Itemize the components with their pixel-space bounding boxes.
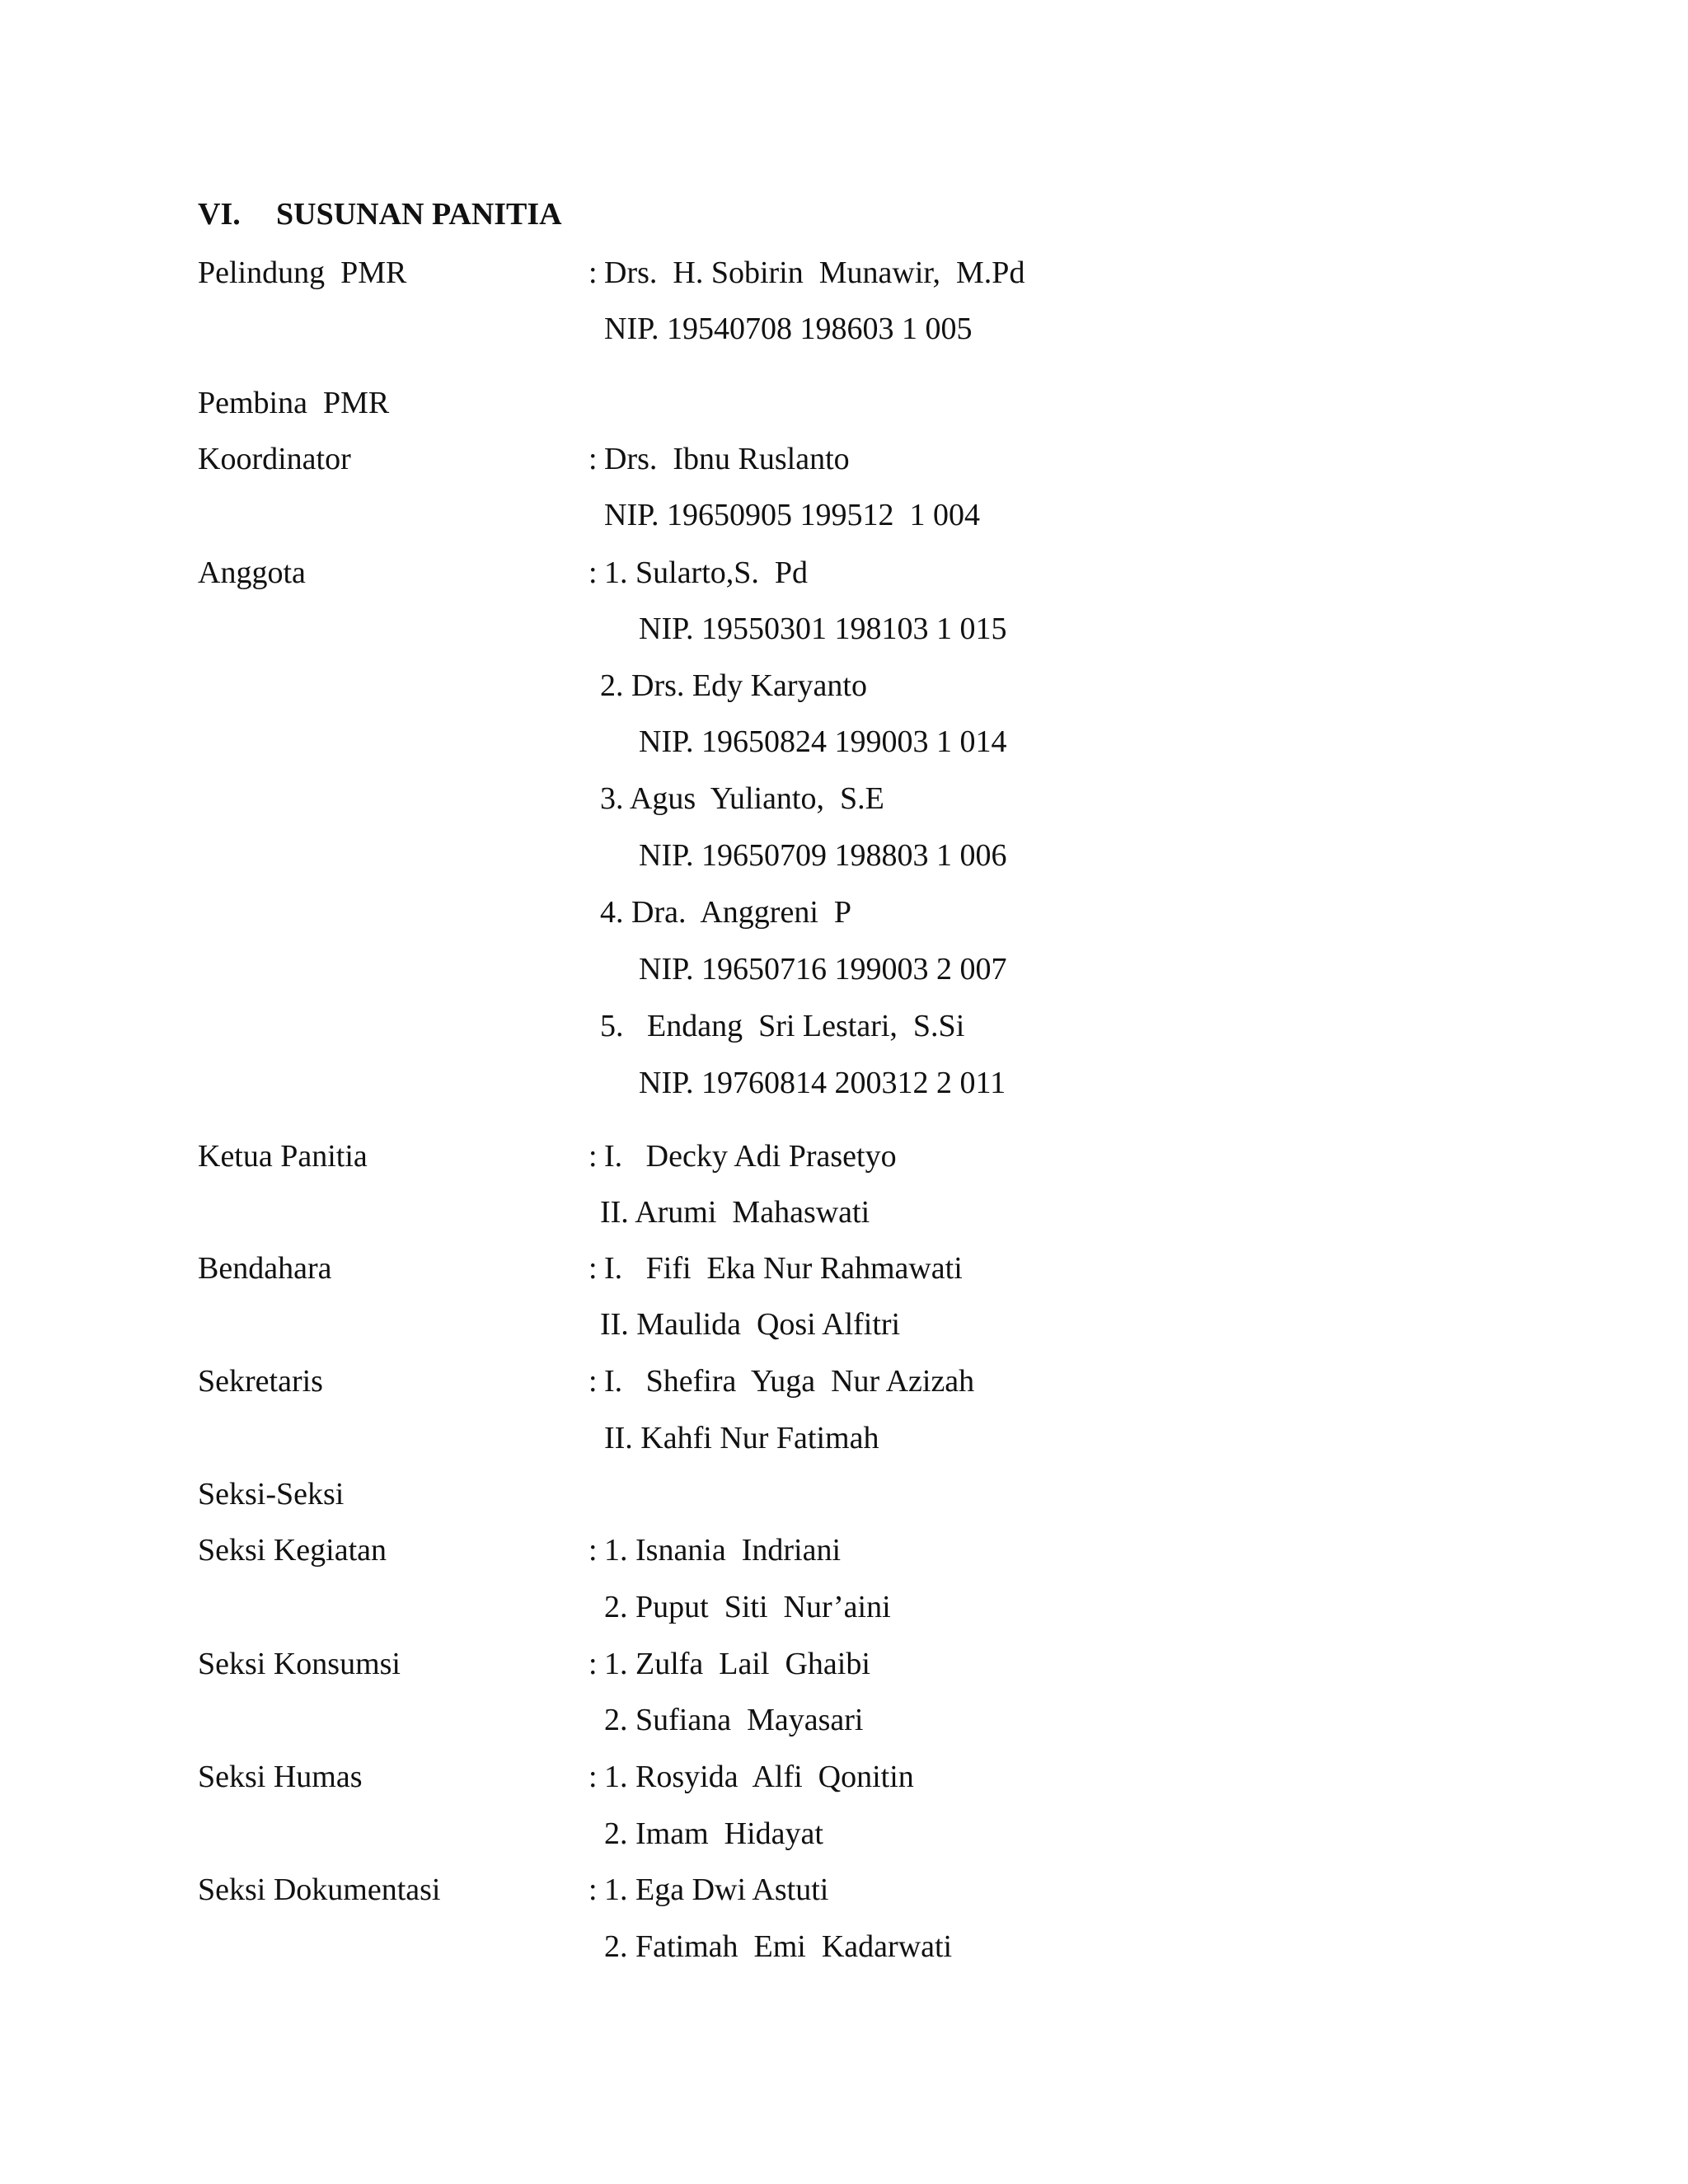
anggota-member-name: 4. Dra. Anggreni P (600, 895, 852, 930)
anggota-member-name: 3. Agus Yulianto, S.E (600, 781, 884, 816)
koordinator-name: Drs. Ibnu Ruslanto (604, 442, 850, 476)
ketua-colon: : (588, 1139, 598, 1174)
pembina-label: Pembina PMR (198, 386, 390, 420)
seksi-dokumentasi-first: 1. Ega Dwi Astuti (604, 1872, 829, 1907)
bendahara-label: Bendahara (198, 1251, 332, 1286)
seksi-dokumentasi-colon: : (588, 1872, 598, 1907)
pelindung-name: Drs. H. Sobirin Munawir, M.Pd (604, 255, 1025, 290)
seksi-dokumentasi-label: Seksi Dokumentasi (198, 1872, 441, 1907)
anggota-member-nip: NIP. 19650709 198803 1 006 (639, 838, 1007, 873)
anggota-member-name: 5. Endang Sri Lestari, S.Si (600, 1009, 965, 1043)
koordinator-label: Koordinator (198, 442, 351, 476)
bendahara-first: I. Fifi Eka Nur Rahmawati (604, 1251, 963, 1286)
anggota-colon: : (588, 555, 598, 590)
seksi-dokumentasi-second: 2. Fatimah Emi Kadarwati (604, 1929, 953, 1964)
pelindung-nip: NIP. 19540708 198603 1 005 (604, 312, 973, 346)
ketua-label: Ketua Panitia (198, 1139, 368, 1174)
koordinator-nip: NIP. 19650905 199512 1 004 (604, 498, 981, 532)
section-number: VI. (198, 197, 241, 232)
seksi-konsumsi-label: Seksi Konsumsi (198, 1647, 401, 1681)
bendahara-second: II. Maulida Qosi Alfitri (600, 1307, 901, 1342)
ketua-first: I. Decky Adi Prasetyo (604, 1139, 897, 1174)
seksi-konsumsi-colon: : (588, 1647, 598, 1681)
pelindung-label: Pelindung PMR (198, 255, 407, 290)
anggota-member-nip: NIP. 19550301 198103 1 015 (639, 612, 1007, 646)
anggota-member-nip: NIP. 19650716 199003 2 007 (639, 952, 1007, 987)
seksi-kegiatan-first: 1. Isnania Indriani (604, 1533, 842, 1568)
sekretaris-label: Sekretaris (198, 1364, 323, 1399)
seksi-humas-first: 1. Rosyida Alfi Qonitin (604, 1760, 914, 1794)
anggota-member-name: 2. Drs. Edy Karyanto (600, 668, 867, 703)
anggota-member-nip: NIP. 19760814 200312 2 011 (639, 1066, 1006, 1100)
seksi-humas-second: 2. Imam Hidayat (604, 1816, 823, 1851)
anggota-label: Anggota (198, 555, 306, 590)
sekretaris-first: I. Shefira Yuga Nur Azizah (604, 1364, 975, 1399)
sekretaris-colon: : (588, 1364, 598, 1399)
seksi-kegiatan-label: Seksi Kegiatan (198, 1533, 387, 1568)
bendahara-colon: : (588, 1251, 598, 1286)
seksi-konsumsi-first: 1. Zulfa Lail Ghaibi (604, 1647, 870, 1681)
seksi-humas-colon: : (588, 1760, 598, 1794)
anggota-member-nip: NIP. 19650824 199003 1 014 (639, 724, 1007, 759)
seksi-humas-label: Seksi Humas (198, 1760, 363, 1794)
pelindung-colon: : (588, 255, 598, 290)
section-title: SUSUNAN PANITIA (276, 197, 562, 232)
seksi-seksi-label: Seksi-Seksi (198, 1477, 345, 1511)
ketua-second: II. Arumi Mahaswati (600, 1195, 870, 1230)
seksi-kegiatan-colon: : (588, 1533, 598, 1568)
sekretaris-second: II. Kahfi Nur Fatimah (604, 1421, 879, 1455)
koordinator-colon: : (588, 442, 598, 476)
anggota-member-name: 1. Sularto,S. Pd (604, 555, 809, 590)
seksi-kegiatan-second: 2. Puput Siti Nur’aini (604, 1590, 891, 1624)
section-heading (198, 196, 562, 232)
seksi-konsumsi-second: 2. Sufiana Mayasari (604, 1703, 864, 1737)
